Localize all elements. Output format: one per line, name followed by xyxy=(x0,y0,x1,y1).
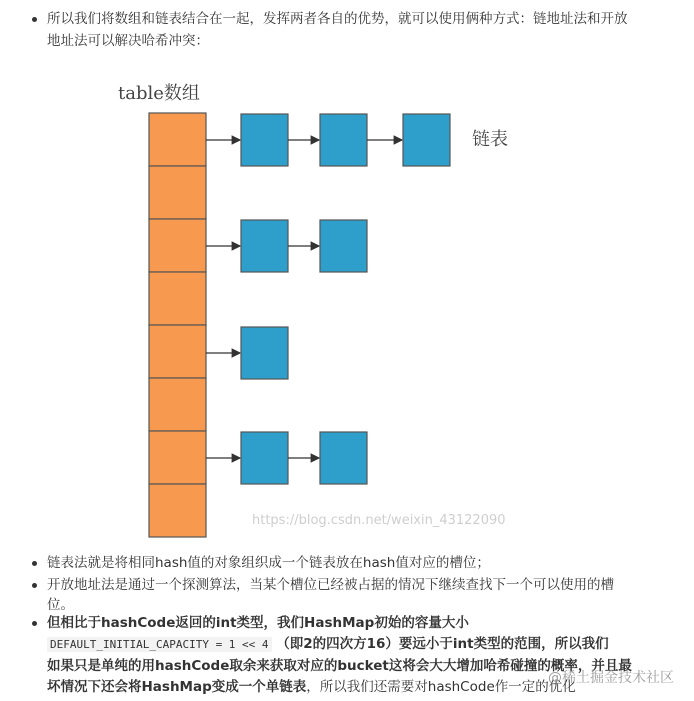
list-node xyxy=(403,114,450,166)
bullet-hashcode-line-2-text: （即2的四次方16）要远小于int类型的范围，所以我们 xyxy=(276,636,609,652)
array-slot xyxy=(149,325,206,378)
blog-watermark: https://blog.csdn.net/weixin_43122090 xyxy=(252,513,506,528)
list-node xyxy=(241,114,288,166)
array-slot xyxy=(149,272,206,325)
bullet-open-addressing-line-2: 位。 xyxy=(47,597,74,613)
list-node xyxy=(320,114,367,166)
bullet-hashcode-line-1: 但相比于hashCode返回的int类型，我们HashMap初始的容量大小 xyxy=(47,615,469,631)
bullet-hashcode-line-3: 如果只是单纯的用hashCode取余来获取对应的bucket这将会大大增加哈希碰撞的概率，并且最 xyxy=(47,658,632,674)
bullet-hashcode-line-4 xyxy=(47,676,576,698)
linked-list-label: 链表 xyxy=(472,129,508,150)
array-slot xyxy=(149,113,206,166)
array-slot xyxy=(149,378,206,431)
bullet-dot xyxy=(32,621,37,626)
table-array-label: table数组 xyxy=(118,83,200,104)
bullet-dot xyxy=(32,561,37,566)
list-node xyxy=(320,220,367,272)
list-node xyxy=(241,432,288,484)
array-column xyxy=(149,113,206,537)
bullet-dot xyxy=(32,583,37,588)
intro-line-2: 地址法可以解决哈希冲突： xyxy=(47,33,209,49)
array-slot xyxy=(149,166,206,219)
array-slot xyxy=(149,219,206,272)
array-slot xyxy=(149,484,206,537)
list-node xyxy=(320,432,367,484)
bullet-chaining: 链表法就是将相同hash值的对象组织成一个链表放在hash值对应的槽位； xyxy=(47,555,490,571)
intro-line-1: 所以我们将数组和链表结合在一起，发挥两者各自的优势，就可以使用俩种方式：链地址法和开放 xyxy=(47,11,628,27)
bullet-hashcode-line-4-rest: ，所以我们还需要对hashCode作一定的优化 xyxy=(306,679,576,695)
array-slot xyxy=(149,431,206,484)
bullet-hashcode-line-4-bold: 坏情况下还会将HashMap变成一个单链表 xyxy=(47,679,307,695)
bullet-open-addressing-line-1: 开放地址法是通过一个探测算法，当某个槽位已经被占据的情况下继续查找下一个可以使用的槽 xyxy=(47,577,614,593)
capacity-constant-code: DEFAULT_INITIAL_CAPACITY = 1 << 4 xyxy=(47,637,272,652)
list-node xyxy=(241,327,288,379)
bullet-hashcode-line-2 xyxy=(47,633,609,656)
list-node xyxy=(241,220,288,272)
brand-watermark: @稀土掘金技术社区 xyxy=(548,670,674,686)
linked-list-chains xyxy=(206,114,450,484)
